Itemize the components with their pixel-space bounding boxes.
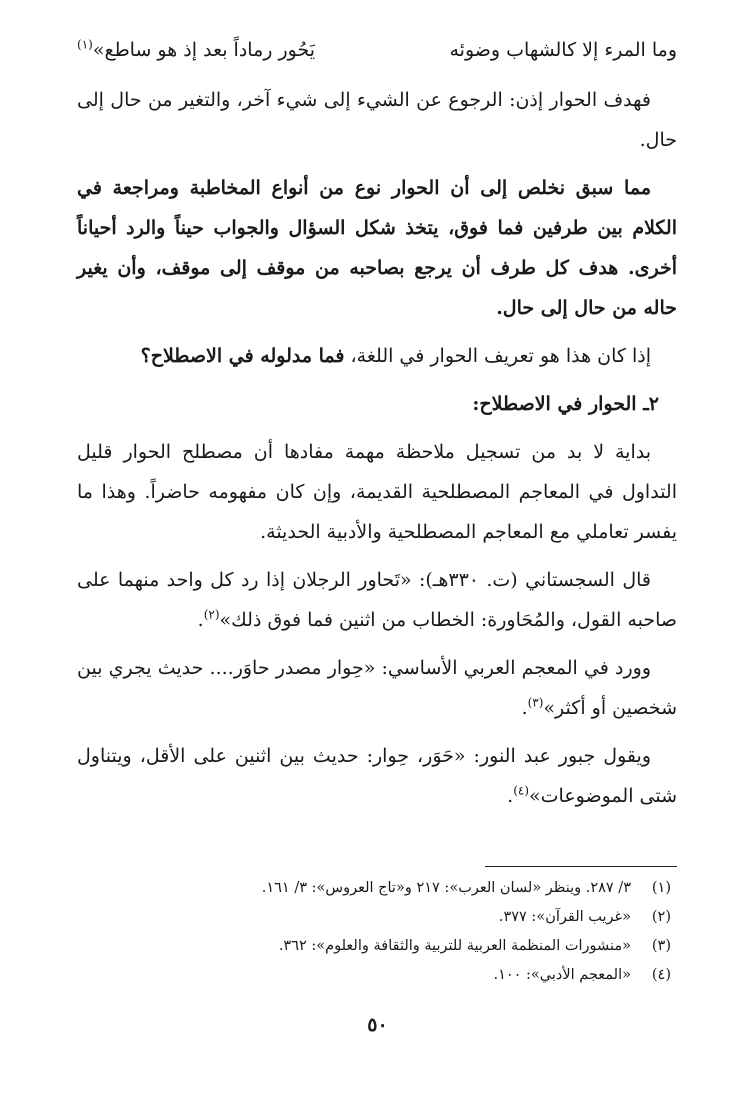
question-plain: إذا كان هذا هو تعريف الحوار في اللغة، bbox=[344, 345, 651, 367]
paragraph-jabbour: ويقول جبور عبد النور: «حَوَر، حِوار: حديث بين اثنين على الأقل، ويتناول شتى الموضوعات»$^{(٤)}$. bbox=[77, 745, 677, 807]
footnote-text: «المعجم الأدبي»: ١٠٠. bbox=[493, 967, 631, 983]
footnote-item bbox=[111, 961, 671, 990]
paragraph-goal: فهدف الحوار إذن: الرجوع عن الشيء إلى شيء آخر، والتغير من حال إلى حال. bbox=[77, 89, 677, 151]
mojam-quote: وورد في المعجم العربي الأساسي: «حِوار مصدر حاوَر.... حديث يجري بين شخصين أو أكثر» bbox=[77, 657, 677, 719]
poetry-verse bbox=[77, 30, 677, 70]
footnote-divider bbox=[485, 866, 677, 867]
verse-second-text: يَحُور رماداً بعد إذ هو ساطع» bbox=[92, 39, 316, 61]
paragraph-summary: مما سبق نخلص إلى أن الحوار نوع من أنواع المخاطبة ومراجعة في الكلام بين طرفين فما فوق، يتخذ شكل السؤال والجواب حيناً والرد أحياناً أخرى. هدف كل طرف أن يرجع بصاحبه من موقف إلى موقف، وأن يغير حاله من حال إلى حال. bbox=[77, 177, 677, 319]
question-bold: فما مدلوله في الاصطلاح؟ bbox=[140, 345, 345, 367]
sijistani-quote: قال السجستاني (ت. ٣٣٠هـ): «تَحاور الرجلان إذا رد كل واحد منهما على صاحبه القول، والمُحَاورة: الخطاب من اثنين فما فوق ذلك» bbox=[77, 569, 677, 631]
footnote-ref-3[interactable]: (٣) bbox=[527, 695, 544, 710]
footnote-ref-4[interactable]: (٤) bbox=[513, 783, 530, 798]
footnote-number: (٤) bbox=[651, 967, 671, 983]
paragraph-question bbox=[77, 336, 677, 376]
footnote-ref-2[interactable]: (٢) bbox=[203, 607, 220, 622]
verse-second-hemistich bbox=[77, 30, 315, 70]
main-text bbox=[77, 30, 677, 824]
footnote-text: «منشورات المنظمة العربية للتربية والثقافة والعلوم»: ٣٦٢. bbox=[278, 938, 631, 954]
footnote-item bbox=[111, 932, 671, 961]
footnote-item bbox=[111, 874, 671, 903]
footnote-number: (١) bbox=[651, 880, 671, 896]
footnote-text: ٣/ ٢٨٧. وينظر «لسان العرب»: ٢١٧ و«تاج العروس»: ٣/ ١٦١. bbox=[261, 880, 631, 896]
jabbour-quote: ويقول جبور عبد النور: «حَوَر، حِوار: حديث بين اثنين على الأقل، ويتناول شتى الموضوعات» bbox=[77, 745, 677, 807]
paragraph-sijistani: قال السجستاني (ت. ٣٣٠هـ): «تَحاور الرجلان إذا رد كل واحد منهما على صاحبه القول، والمُحَاورة: الخطاب من اثنين فما فوق ذلك»$^{(٢)}$. bbox=[77, 569, 677, 631]
footnote-text: «غريب القرآن»: ٣٧٧. bbox=[498, 909, 631, 925]
verse-first-hemistich: وما المرء إلا كالشهاب وضوئه bbox=[449, 39, 677, 61]
footnote-number: (٣) bbox=[651, 938, 671, 954]
footnote-item bbox=[111, 903, 671, 932]
footnote-number: (٢) bbox=[651, 909, 671, 925]
footnote-ref-1[interactable]: (١) bbox=[77, 37, 93, 52]
section-heading: ٢ـ الحوار في الاصطلاح: bbox=[472, 393, 659, 415]
paragraph-mojam: وورد في المعجم العربي الأساسي: «حِوار مصدر حاوَر.... حديث يجري بين شخصين أو أكثر»$^{(٣)}$. bbox=[77, 657, 677, 719]
page-number: ٥٠ bbox=[367, 1014, 388, 1036]
paragraph-intro: بداية لا بد من تسجيل ملاحظة مهمة مفادها أن مصطلح الحوار قليل التداول في المعاجم المصطلحية القديمة، وإن كان مفهومه حاضراً. وهذا ما يفسر تعاملي مع المعاجم المصطلحية والأدبية الحديثة. bbox=[77, 441, 677, 543]
footnotes bbox=[111, 874, 671, 990]
